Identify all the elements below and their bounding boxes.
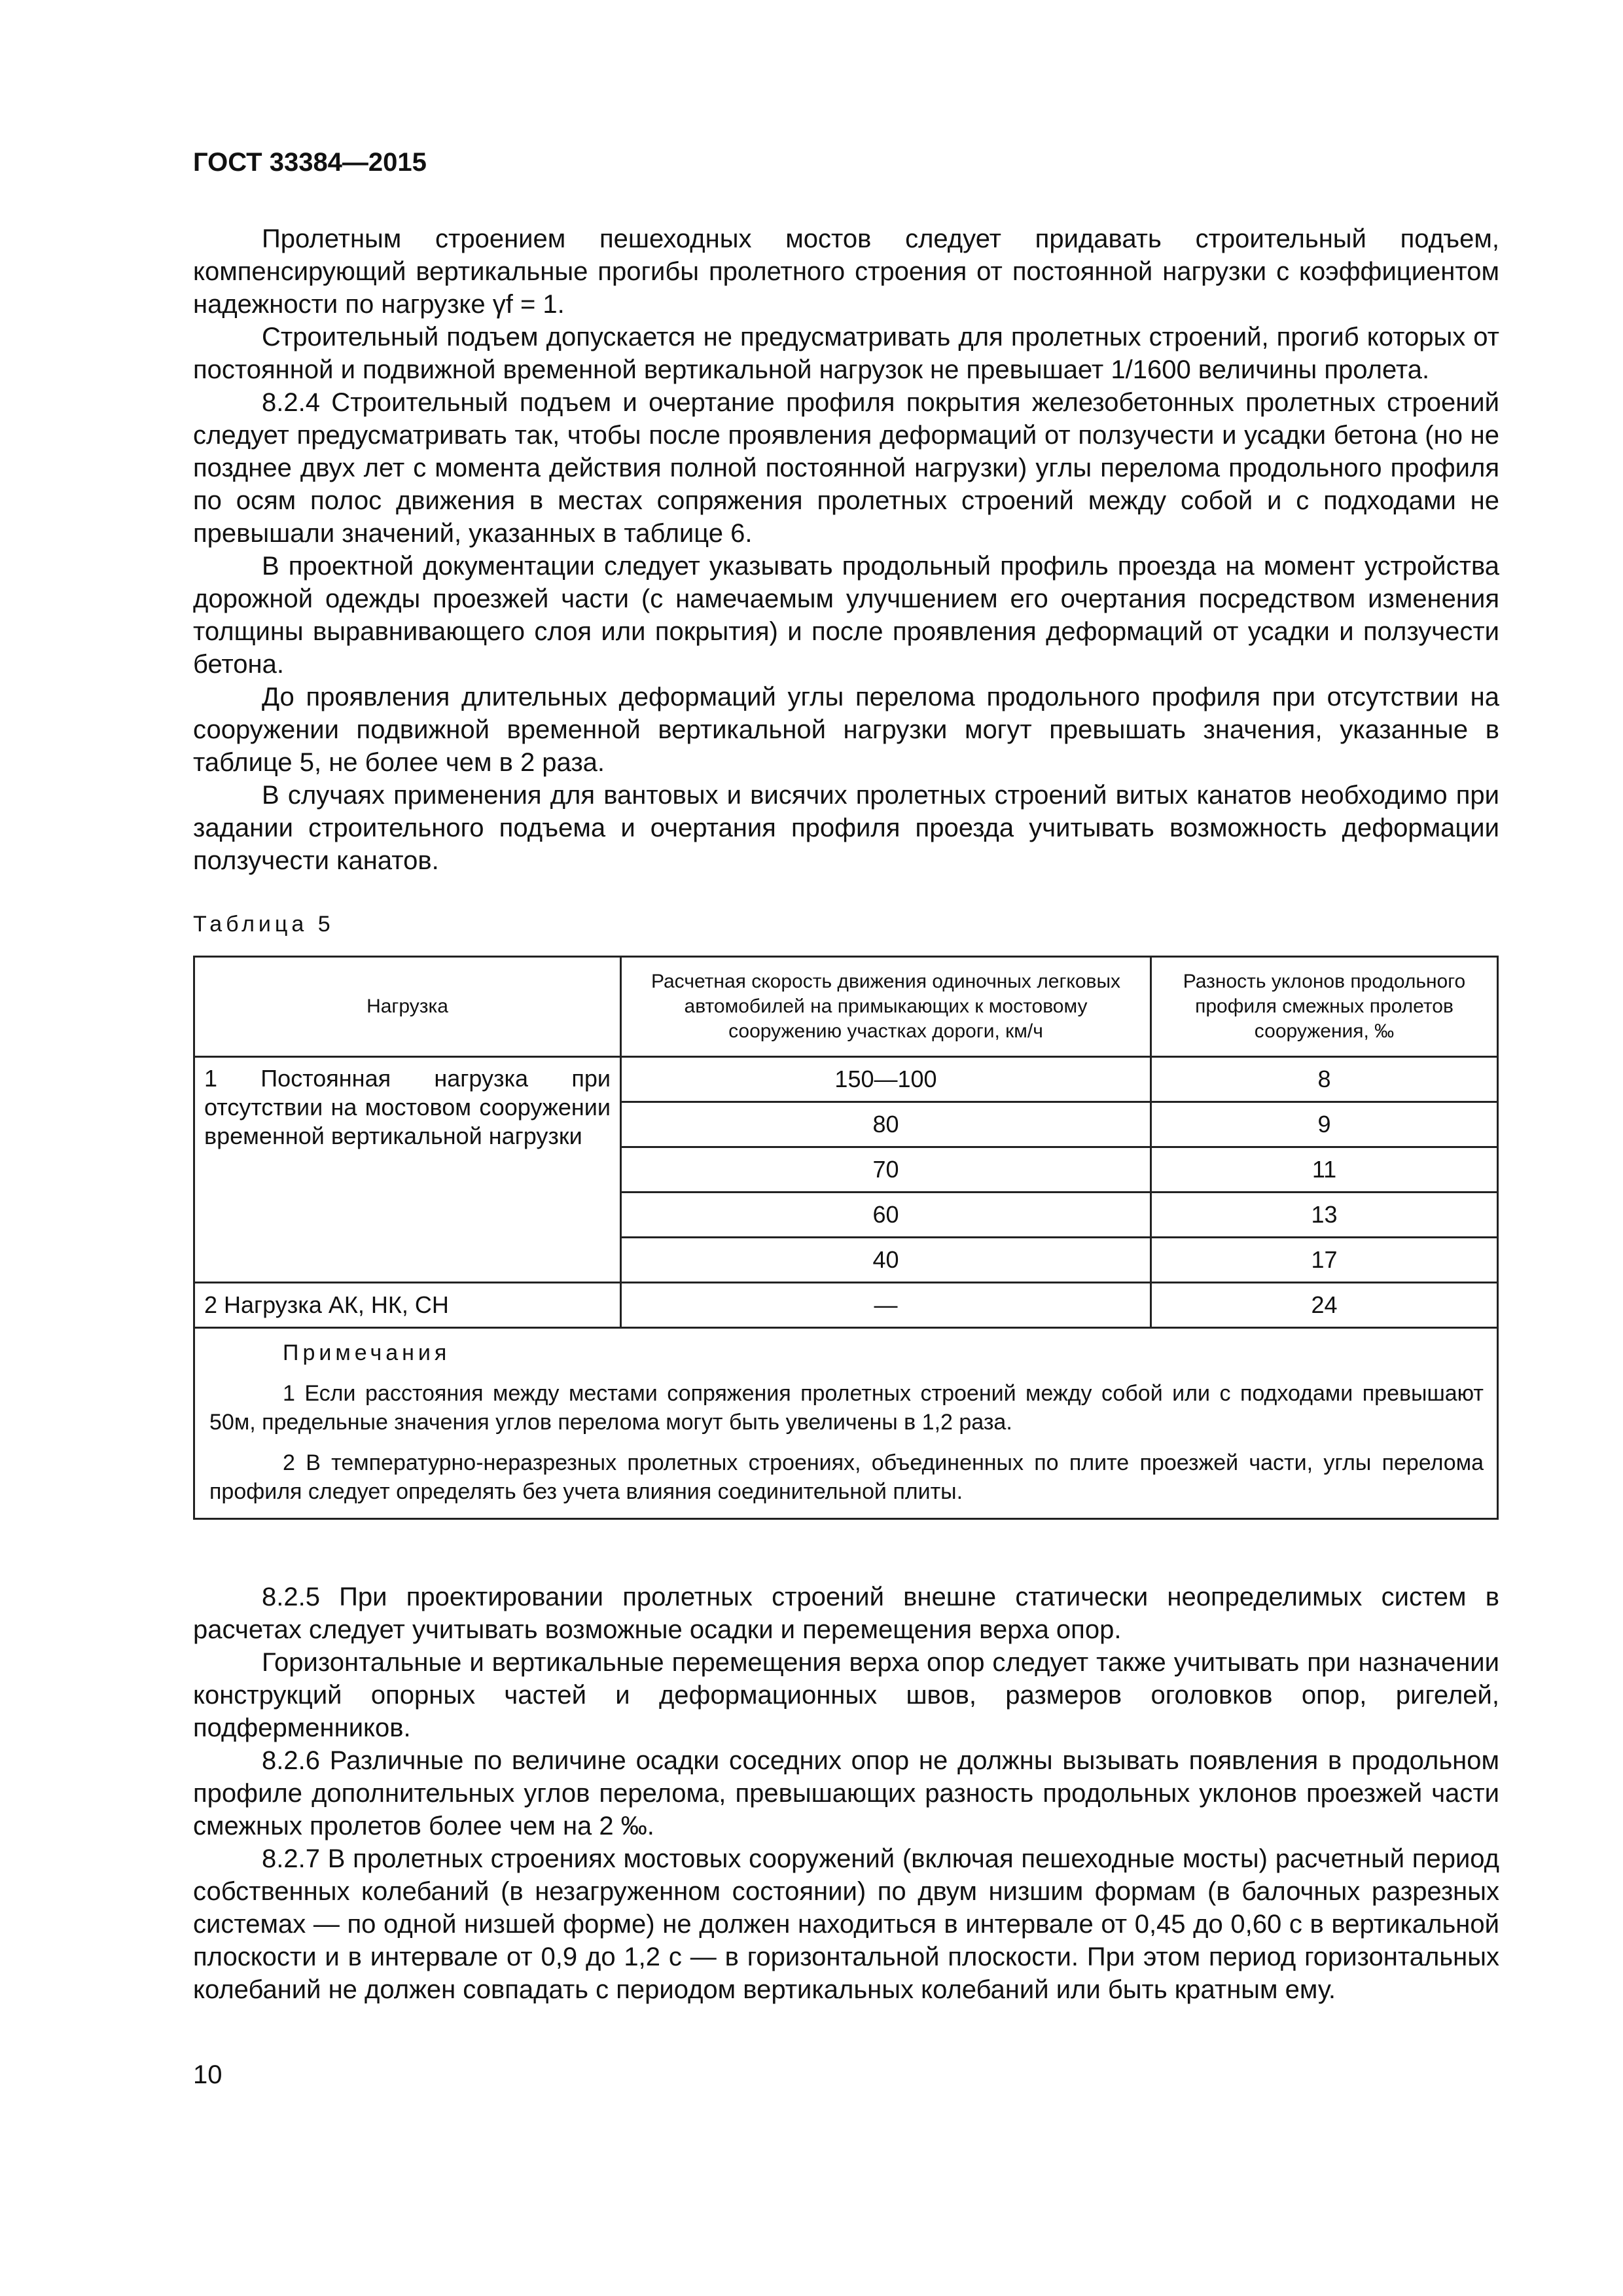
- note: 1 Если расстояния между местами сопряжения пролетных строений между собой или с подходами превышают 50м, предельные значения углов перелома могут быть увеличены в 1,2 раза.: [209, 1381, 1484, 1435]
- paragraph: Пролетным строением пешеходных мостов следует придавать строительный подъем, компенсирующий вертикальные прогибы пролетного строения от постоянной нагрузки с коэффициентом надежности по нагрузке γf = 1.: [193, 224, 1499, 319]
- speed-cell: 70: [621, 1147, 1151, 1193]
- notes-title: Примечания: [283, 1340, 451, 1365]
- speed-cell: 60: [621, 1193, 1151, 1238]
- table-header-row: [194, 957, 1498, 1057]
- header-slope-diff: Разность уклонов продольного профиля смежных пролетов сооружения, ‰: [1151, 957, 1498, 1057]
- speed-cell: 80: [621, 1102, 1151, 1147]
- paragraph: Горизонтальные и вертикальные перемещения верха опор следует также учитывать при назначении конструкций опорных частей и деформационных швов, размеров оголовков опор, ригелей, подферменников.: [193, 1648, 1499, 1742]
- diff-cell: 17: [1151, 1238, 1498, 1283]
- load-1-cell: 1 Постоянная нагрузка при отсутствии на мостовом сооружении временной вертикальной нагрузки: [194, 1057, 621, 1283]
- document-header: ГОСТ 33384—2015: [193, 148, 427, 177]
- paragraph: 8.2.4 Строительный подъем и очертание профиля покрытия железобетонных пролетных строений следует предусматривать так, чтобы после проявления деформаций от ползучести и усадки бетона (но не позднее двух лет с момента действия полной постоянной нагрузки) углы перелома продольного профиля по осям полос движения в местах сопряжения пролетных строений между собой и с подходами не превышали значений, указанных в таблице 6.: [193, 388, 1499, 548]
- table-notes-row: [194, 1328, 1498, 1519]
- paragraph: В случаях применения для вантовых и висячих пролетных строений витых канатов необходимо при задании строительного подъема и очертания профиля проезда учитывать возможность деформации ползучести канатов.: [193, 781, 1499, 875]
- diff-cell: 13: [1151, 1193, 1498, 1238]
- paragraph: До проявления длительных деформаций углы перелома продольного профиля при отсутствии на сооружении подвижной временной вертикальной нагрузки могут превышать значения, указанные в таблице 5, не более чем в 2 раза.: [193, 683, 1499, 777]
- top-text-block: [193, 223, 1499, 877]
- diff-cell: 8: [1151, 1057, 1498, 1102]
- table-5: [193, 956, 1499, 1520]
- load-2-cell: 2 Нагрузка АК, НК, СН: [194, 1283, 621, 1328]
- table-row: [194, 1057, 1498, 1102]
- table-caption: Таблица 5: [193, 912, 334, 937]
- header-load: Нагрузка: [194, 957, 621, 1057]
- note: 2 В температурно-неразрезных пролетных строениях, объединенных по плите проезжей части, углы перелома профиля следует определять без учета влияния соединительной плиты.: [209, 1450, 1484, 1504]
- notes-cell: [194, 1328, 1498, 1519]
- speed-cell: 40: [621, 1238, 1151, 1283]
- paragraph: 8.2.6 Различные по величине осадки соседних опор не должны вызывать появления в продольном профиле дополнительных углов перелома, превышающих разность продольных уклонов проезжей части смежных пролетов более чем на 2 ‰.: [193, 1746, 1499, 1840]
- paragraph: 8.2.5 При проектировании пролетных строений внешне статически неопределимых систем в расчетах следует учитывать возможные осадки и перемещения верха опор.: [193, 1583, 1499, 1644]
- bottom-text-block: [193, 1581, 1499, 2006]
- paragraph: В проектной документации следует указывать продольный профиль проезда на момент устройства дорожной одежды проезжей части (с намечаемым улучшением его очертания посредством изменения толщины выравнивающего слоя или покрытия) и после проявления деформаций от усадки и ползучести бетона.: [193, 552, 1499, 679]
- paragraph: 8.2.7 В пролетных строениях мостовых сооружений (включая пешеходные мосты) расчетный период собственных колебаний (в незагруженном состоянии) по двум низшим формам (в балочных разрезных системах — по одной низшей форме) не должен находиться в интервале от 0,45 до 0,60 с в вертикальной плоскости и в интервале от 0,9 до 1,2 с — в горизонтальной плоскости. При этом период горизонтальных колебаний не должен совпадать с периодом вертикальных колебаний или быть кратным ему.: [193, 1844, 1499, 2004]
- paragraph: Строительный подъем допускается не предусматривать для пролетных строений, прогиб которых от постоянной и подвижной временной вертикальной нагрузок не превышает 1/1600 величины пролета.: [193, 323, 1499, 384]
- speed-cell: —: [621, 1283, 1151, 1328]
- speed-cell: 150—100: [621, 1057, 1151, 1102]
- page-number: 10: [193, 2060, 223, 2089]
- table-row: [194, 1283, 1498, 1328]
- diff-cell: 11: [1151, 1147, 1498, 1193]
- diff-cell: 24: [1151, 1283, 1498, 1328]
- header-speed: Расчетная скорость движения одиночных легковых автомобилей на примыкающих к мостовому сооружению участках дороги, км/ч: [621, 957, 1151, 1057]
- diff-cell: 9: [1151, 1102, 1498, 1147]
